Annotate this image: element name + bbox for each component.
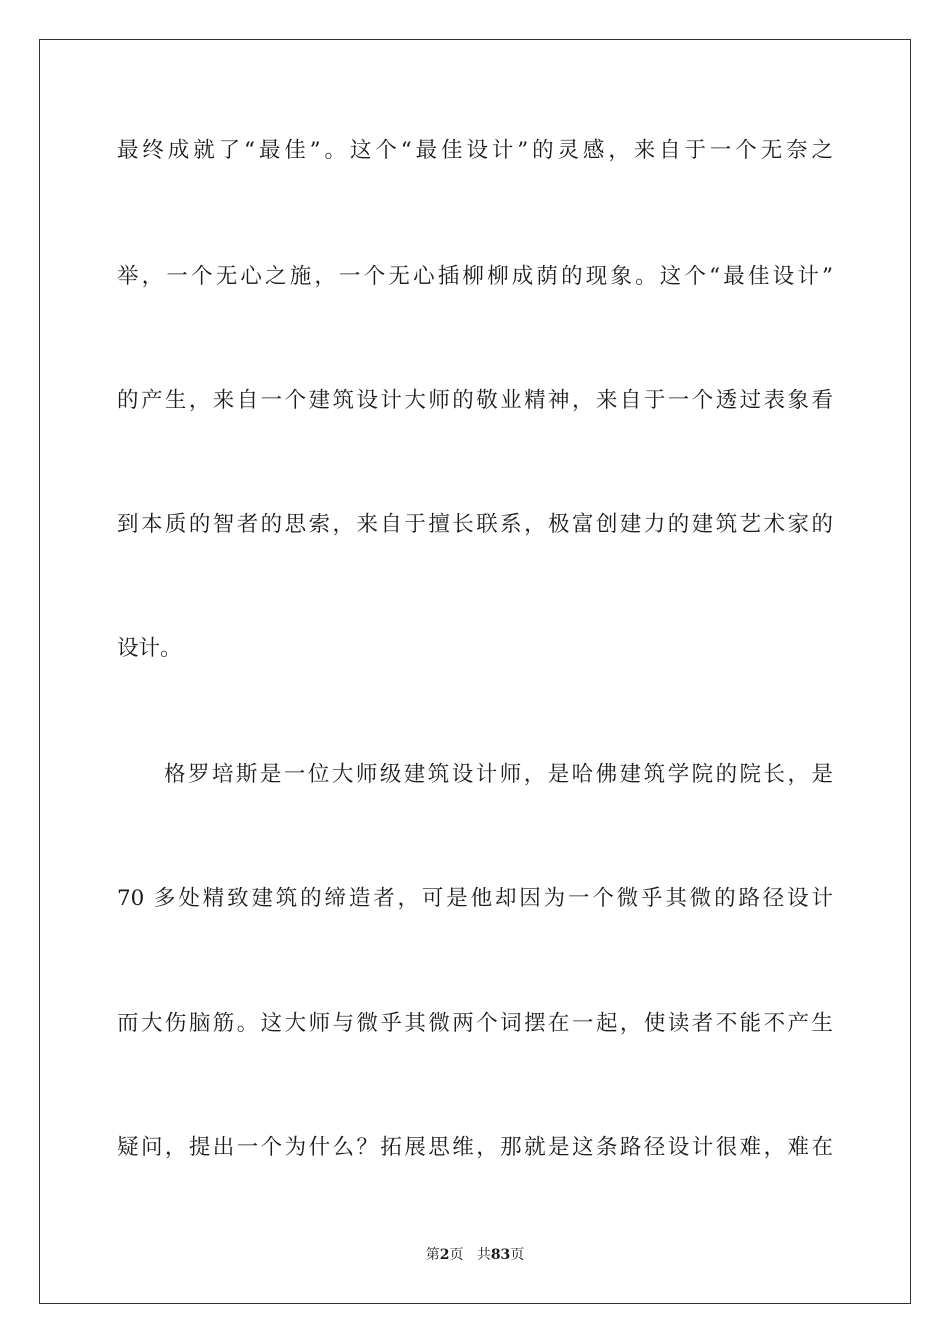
footer-page-suffix: 页 bbox=[449, 1247, 464, 1263]
text-line-4: 到本质的智者的思索，来自于擅长联系，极富创建力的建筑艺术家的 bbox=[117, 512, 833, 537]
text-line-1: 最终成就了“最佳”。这个“最佳设计”的灵感，来自于一个无奈之 bbox=[117, 138, 833, 163]
text-line-9: 疑问，提出一个为什么？拓展思维，那就是这条路径设计很难，难在 bbox=[117, 1135, 833, 1160]
text-line-7: 70 多处精致建筑的缔造者，可是他却因为一个微乎其微的路径设计 bbox=[117, 886, 833, 911]
page-border bbox=[39, 39, 911, 1304]
text-line-5: 设计。 bbox=[117, 636, 182, 661]
footer-total-prefix: 共 bbox=[476, 1247, 491, 1263]
page-footer bbox=[0, 1245, 950, 1265]
footer-prefix: 第 bbox=[425, 1247, 440, 1263]
total-pages: 83 bbox=[490, 1247, 511, 1263]
text-line-6: 格罗培斯是一位大师级建筑设计师，是哈佛建筑学院的院长，是 bbox=[164, 762, 833, 787]
text-line-3: 的产生，来自一个建筑设计大师的敬业精神，来自于一个透过表象看 bbox=[117, 388, 833, 413]
page-number: 2 bbox=[439, 1247, 450, 1263]
text-line-8: 而大伤脑筋。这大师与微乎其微两个词摆在一起，使读者不能不产生 bbox=[117, 1011, 833, 1036]
text-line-2: 举，一个无心之施，一个无心插柳柳成荫的现象。这个“最佳设计” bbox=[117, 264, 833, 289]
footer-total-suffix: 页 bbox=[510, 1247, 525, 1263]
